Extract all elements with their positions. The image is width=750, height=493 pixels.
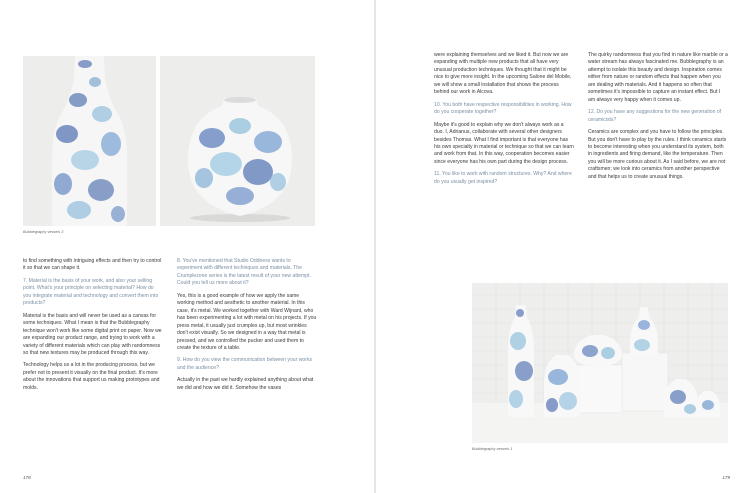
interview-question: 11. You like to work with random structures. Why? And where do you usually get inspired? (434, 171, 572, 185)
photo-caption: Bubblegraphy vessels 3 (23, 230, 64, 234)
page-number-left: 178 (23, 475, 31, 480)
photo-round-vase (160, 56, 315, 226)
left-page (0, 0, 374, 493)
interview-question: 7. Material is the basis of your work, and also your selling point. What's your principle on selecting material? How do you integrate material and technology and convert them into products? (23, 277, 159, 307)
round-vase-illustration (160, 56, 315, 226)
vessels-group-illustration (472, 283, 728, 443)
text-column-left-2 (177, 258, 317, 397)
interview-question: 8. You've mentioned that Studio Oddness wants to experiment with different techniques and materials. The Crumplezone series is the latest result of your new attempt. Could you tell us more about it? (177, 258, 311, 287)
page-number-right: 179 (722, 475, 730, 480)
body-paragraph: Yes, this is a good example of how we apply the same working method and aesthetic to another material. In this case, it's metal. We worked together with Ward Wijnant, who has been experimenting a lot with metal on his projects. If you press metal, it usually just crumples up, but most wrinkles don't exist visually. So we designed in a way that metal is pressed, and we controlled the pucker and used them to create the texture of a table. (177, 292, 317, 351)
photo-vessels-group (472, 283, 728, 443)
bottle-vase-illustration (23, 56, 156, 226)
text-column-right-1 (434, 52, 574, 191)
body-paragraph: Actually in the past we hardly explained anything about what we did and how we did it. Somehow the vases (177, 377, 314, 391)
body-paragraph: The quirky randomness that you find in nature like marble or a water stream has always fascinated me. Bubblegraphy is an attempt to isolate this beauty and design. Inspiration comes either from nature or random effects that happen when you are dealing with materials. And it happens so often that sometimes it's impossible to capture an instant effect. But I am always very happy when it comes up. (588, 52, 728, 103)
text-column-left-1 (23, 258, 163, 397)
text-column-right-2 (588, 52, 728, 186)
photo-caption-right: Bubblegraphy vessels 1 (472, 447, 513, 451)
body-paragraph: Technology helps us a lot in the producing process, but we prefer not to present it visually on the final product. It's more about the innovations that support us making prototypes and molds. (23, 362, 160, 391)
photo-bottle-vase (23, 56, 156, 226)
right-page (376, 0, 750, 493)
body-paragraph: were explaining themselves and we liked it. But now we are expanding with multiple new products that all have very unusual production techniques. We thought that it might be nice to give more insight. In the upcoming Salone del Mobile, we will show a small installation that shows the process behind our work in Alcova. (434, 52, 572, 96)
interview-question: 10. You both have respective responsibilities in working. How do you cooperate together? (434, 101, 572, 116)
body-paragraph: to find something with intriguing effects and then try to control it so that we can shape it. (23, 258, 162, 272)
body-paragraph: Maybe it's good to explain why we don't always work as a duo. I, Adrianus, collaborate with several other designers besides Thomas. What I find important is that everyone has his own specialty in material or technique so that we can learn and work from that. In this way, cooperation becomes easier since everyone has his own part during the design process. (434, 121, 574, 165)
interview-question: 9. How do you view the communication between your works and the audience? (177, 357, 313, 371)
interview-question: 12. Do you have any suggestions for the new generation of ceramicists? (588, 109, 722, 123)
body-paragraph: Material is the basis and will never be used as a canvas for some techniques. What I mean is that the Bubblegraphy technique won't work like some digital print on paper. Now we are expanding our product range, and trying to work with a variety of different materials which can play with randomness so that new textures may be produced through this way. (23, 312, 162, 356)
body-paragraph: Ceramics are complex and you have to follow the principles. But you don't have to play by the rules. I think ceramics starts to become interesting when you understand its system, both in ingredients and firing demand, like the temperature. Then you will be more curious about it. As I said before, we are not craftsmen; we look into ceramics from another perspective and that helps us to create unusual things. (588, 129, 727, 180)
